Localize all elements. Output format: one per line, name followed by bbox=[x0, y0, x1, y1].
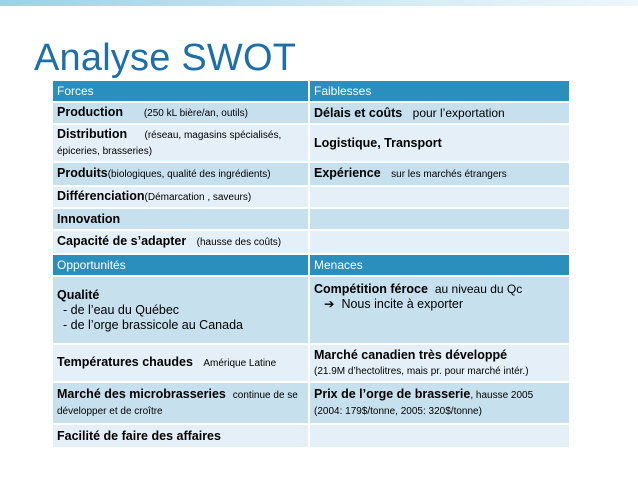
opportunity-cell: Températures chaudes Amérique Latine bbox=[52, 344, 309, 382]
header-menaces: Menaces bbox=[309, 254, 570, 276]
threat-cell bbox=[309, 424, 570, 448]
table-row bbox=[52, 208, 570, 230]
header-faiblesses: Faiblesses bbox=[309, 80, 570, 102]
threat-cell: Prix de l’orge de brasserie, hausse 2005 (2004: 179$/tonne, 2005: 320$/tonne) bbox=[309, 382, 570, 424]
table-row bbox=[52, 102, 570, 124]
weakness-cell: Délais et coûts pour l’exportation bbox=[309, 102, 570, 124]
table-row bbox=[52, 382, 570, 424]
strength-cell: Capacité de s’adapter (hausse des coûts) bbox=[52, 230, 309, 254]
strength-cell: Différenciation(Démarcation , saveurs) bbox=[52, 186, 309, 208]
weakness-cell bbox=[309, 208, 570, 230]
opportunity-cell: Qualité - de l’eau du Québec - de l’orge brassicole au Canada bbox=[52, 276, 309, 344]
table-row bbox=[52, 124, 570, 162]
table-row bbox=[52, 230, 570, 254]
weakness-cell: Expérience sur les marchés étrangers bbox=[309, 162, 570, 186]
header-opportunites: Opportunités bbox=[52, 254, 309, 276]
weakness-cell bbox=[309, 186, 570, 208]
top-accent-band bbox=[0, 0, 638, 6]
table-row bbox=[52, 424, 570, 448]
table-row bbox=[52, 276, 570, 344]
page-title: Analyse SWOT bbox=[34, 37, 297, 79]
strength-cell: Distribution (réseau, magasins spécialisés, épiceries, brasseries) bbox=[52, 124, 309, 162]
opportunity-cell: Marché des microbrasseries continue de se développer et de croître bbox=[52, 382, 309, 424]
opportunity-cell: Facilité de faire des affaires bbox=[52, 424, 309, 448]
weakness-cell: Logistique, Transport bbox=[309, 124, 570, 162]
table-row bbox=[52, 162, 570, 186]
table-row bbox=[52, 186, 570, 208]
strength-cell: Production (250 kL bière/an, outils) bbox=[52, 102, 309, 124]
header-row-opportunites-menaces bbox=[52, 254, 570, 276]
right-arrow-icon: ➔ bbox=[324, 297, 335, 311]
header-row-forces-faiblesses bbox=[52, 80, 570, 102]
table-row bbox=[52, 344, 570, 382]
header-forces: Forces bbox=[52, 80, 309, 102]
strength-cell: Innovation bbox=[52, 208, 309, 230]
swot-table bbox=[51, 79, 571, 449]
strength-cell: Produits(biologiques, qualité des ingrédients) bbox=[52, 162, 309, 186]
weakness-cell bbox=[309, 230, 570, 254]
threat-cell: Compétition féroce au niveau du Qc ➔ Nous incite à exporter bbox=[309, 276, 570, 344]
threat-cell: Marché canadien très développé (21.9M d’hectolitres, mais pr. pour marché intér.) bbox=[309, 344, 570, 382]
